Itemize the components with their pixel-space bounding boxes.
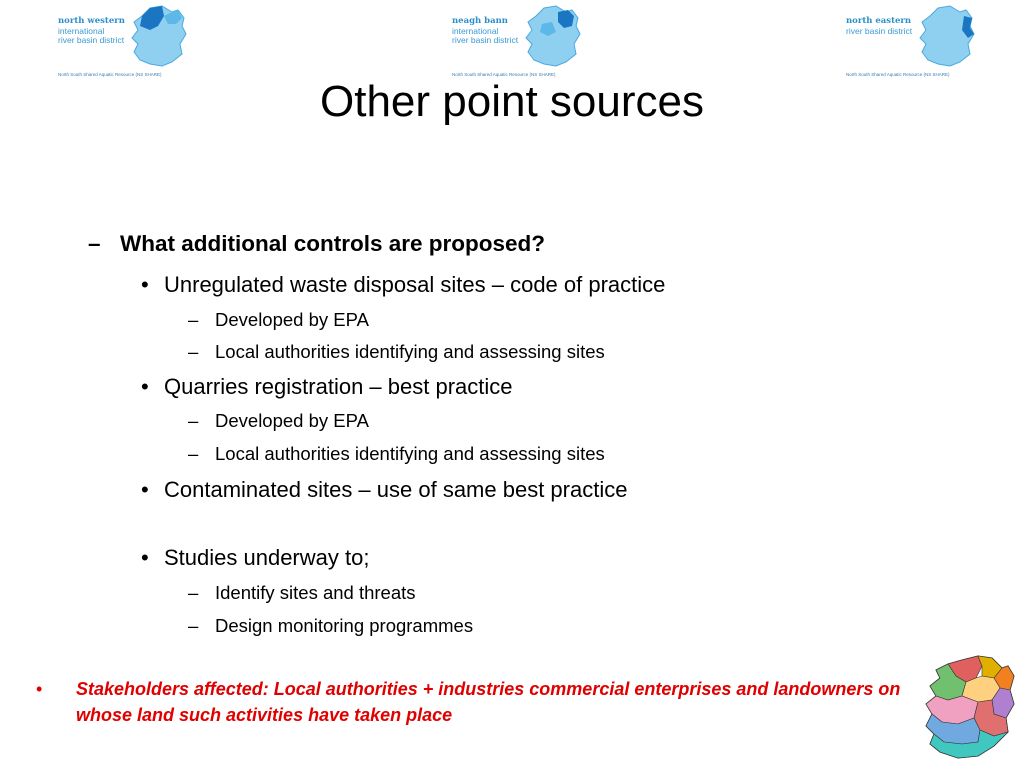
logo-name: neagh bann	[452, 16, 508, 26]
list-subitem: Local authorities identifying and assessing sites	[215, 443, 605, 464]
bullet-marker: •	[36, 679, 43, 699]
bullet-marker: •	[141, 477, 149, 502]
list-subitem: Developed by EPA	[215, 410, 369, 431]
dash-marker: –	[188, 582, 199, 603]
list-subitem: Developed by EPA	[215, 309, 369, 330]
logo-line3: river basin district	[58, 35, 125, 45]
logo-north-western	[58, 4, 188, 82]
logo-footer: North South Shared Aquatic Resource (NS SHARE)	[58, 72, 162, 77]
ireland-map-icon	[128, 4, 190, 70]
list-item: Contaminated sites – use of same best practice	[164, 477, 628, 502]
bullet-marker: •	[141, 272, 149, 297]
list-subitem: Identify sites and threats	[215, 582, 416, 603]
slide-title: Other point sources	[320, 77, 704, 126]
list-subitem: Local authorities identifying and assessing sites	[215, 341, 605, 362]
logo-footer: North South Shared Aquatic Resource (NS SHARE)	[846, 72, 950, 77]
list-item: Unregulated waste disposal sites – code of practice	[164, 272, 666, 297]
logo-name: north western	[58, 16, 125, 26]
ireland-map-icon	[522, 4, 584, 70]
dash-marker: –	[188, 341, 199, 362]
list-item: Studies underway to;	[164, 545, 370, 570]
stakeholders-note: Stakeholders affected: Local authorities + industries commercial enterprises and landowners on whose land such activities have taken place	[76, 679, 901, 725]
dash-marker: –	[88, 231, 101, 256]
dash-marker: –	[188, 309, 199, 330]
dash-marker: –	[188, 443, 199, 464]
logo-line3: river basin district	[452, 35, 519, 45]
logo-footer: North South Shared Aquatic Resource (NS SHARE)	[452, 72, 556, 77]
dash-marker: –	[188, 615, 199, 636]
ireland-regions-map-icon	[922, 652, 1020, 764]
question-heading: What additional controls are proposed?	[120, 231, 546, 256]
logo-line2: international	[452, 25, 499, 36]
logo-line2: international	[58, 25, 105, 36]
ireland-map-icon	[916, 4, 978, 70]
list-item: Quarries registration – best practice	[164, 374, 513, 399]
logo-line2: river basin district	[846, 25, 913, 36]
logo-north-eastern	[846, 4, 976, 82]
logo-neagh-bann	[452, 4, 582, 82]
list-subitem: Design monitoring programmes	[215, 615, 474, 636]
dash-marker: –	[188, 410, 199, 431]
bullet-marker: •	[141, 545, 149, 570]
bullet-marker: •	[141, 374, 149, 399]
logo-name: north eastern	[846, 16, 912, 26]
